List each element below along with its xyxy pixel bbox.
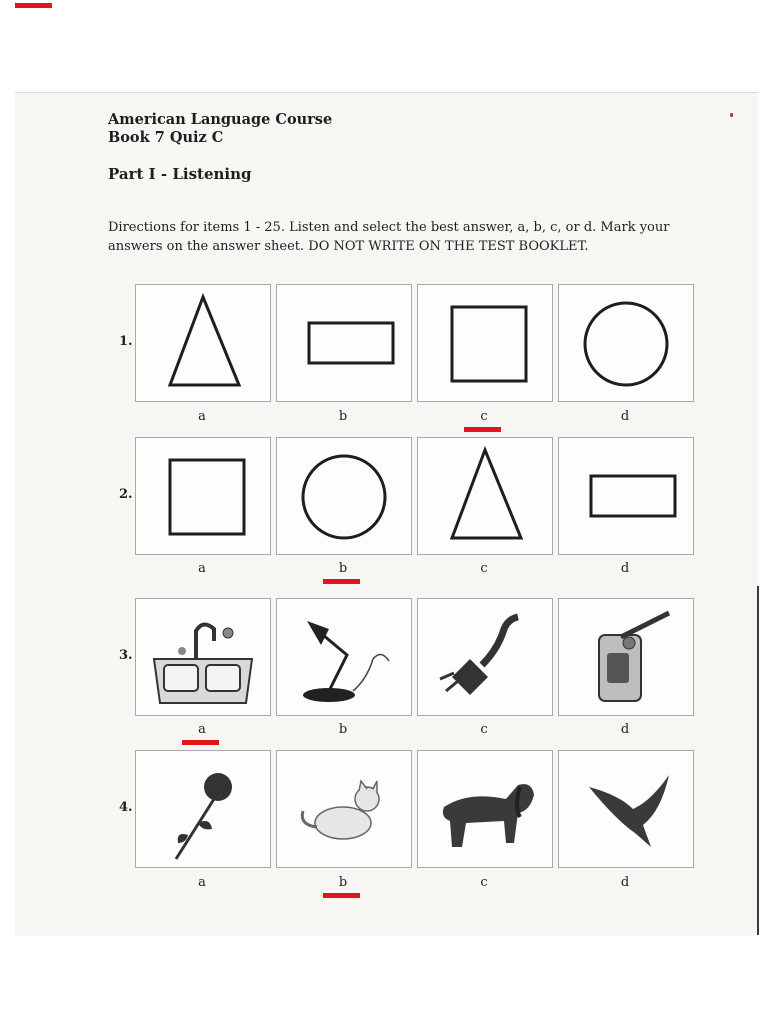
option-picture-rectangle[interactable] (558, 437, 694, 555)
option-picture-square[interactable] (135, 437, 271, 555)
answer-mark (464, 427, 501, 432)
triangle-icon (136, 285, 270, 401)
option-letter: a (198, 409, 206, 424)
option-letter: a (198, 561, 206, 576)
option-picture-sink[interactable] (135, 598, 271, 716)
question-number: 4. (119, 800, 133, 815)
option-picture-square[interactable] (417, 284, 553, 402)
answer-mark (323, 893, 360, 898)
option-picture-cat[interactable] (276, 750, 412, 868)
option-picture-electric-plug[interactable] (417, 598, 553, 716)
can-opener-icon (559, 599, 693, 715)
option-picture-rose[interactable] (135, 750, 271, 868)
option-letter: d (620, 561, 630, 576)
section-title: Part I - Listening (108, 165, 252, 183)
option-letter: b (338, 875, 348, 890)
option-picture-circle[interactable] (558, 284, 694, 402)
circle-icon (559, 285, 693, 401)
option-letter: d (620, 409, 630, 424)
test-page (15, 92, 758, 936)
question-number: 1. (119, 334, 133, 349)
option-letter: b (338, 561, 348, 576)
rose-icon (136, 751, 270, 867)
option-picture-bird[interactable] (558, 750, 694, 868)
sink-icon (136, 599, 270, 715)
option-picture-circle[interactable] (276, 437, 412, 555)
option-letter: c (480, 409, 488, 424)
option-letter: c (480, 722, 488, 737)
option-letter: c (480, 561, 488, 576)
rectangle-icon (277, 285, 411, 401)
square-icon (136, 438, 270, 554)
option-letter: c (480, 875, 488, 890)
answer-mark (323, 579, 360, 584)
option-picture-triangle[interactable] (135, 284, 271, 402)
option-letter: b (338, 722, 348, 737)
corner-red-mark (15, 3, 52, 8)
answer-mark (182, 740, 219, 745)
circle-icon (277, 438, 411, 554)
option-picture-can-opener[interactable] (558, 598, 694, 716)
desk-lamp-icon (277, 599, 411, 715)
option-letter: d (620, 875, 630, 890)
option-letter: b (338, 409, 348, 424)
electric-plug-icon (418, 599, 552, 715)
page-edge-line (757, 586, 759, 935)
bird-icon (559, 751, 693, 867)
course-title: American Language Course (108, 111, 333, 128)
option-picture-dog[interactable] (417, 750, 553, 868)
option-letter: d (620, 722, 630, 737)
quiz-title: Book 7 Quiz C (108, 129, 224, 146)
rectangle-icon (559, 438, 693, 554)
cat-icon (277, 751, 411, 867)
option-letter: a (198, 875, 206, 890)
option-letter: a (198, 722, 206, 737)
directions-text: Directions for items 1 - 25. Listen and select the best answer, a, b, c, or d. Mark your answers on the answer sheet. DO NOT WRITE ON THE TEST BOOKLET. (108, 220, 670, 254)
option-picture-desk-lamp[interactable] (276, 598, 412, 716)
question-number: 3. (119, 648, 133, 663)
triangle-icon (418, 438, 552, 554)
option-picture-triangle[interactable] (417, 437, 553, 555)
square-icon (418, 285, 552, 401)
option-picture-rectangle[interactable] (276, 284, 412, 402)
question-number: 2. (119, 487, 133, 502)
margin-speck (730, 113, 733, 117)
dog-icon (418, 751, 552, 867)
